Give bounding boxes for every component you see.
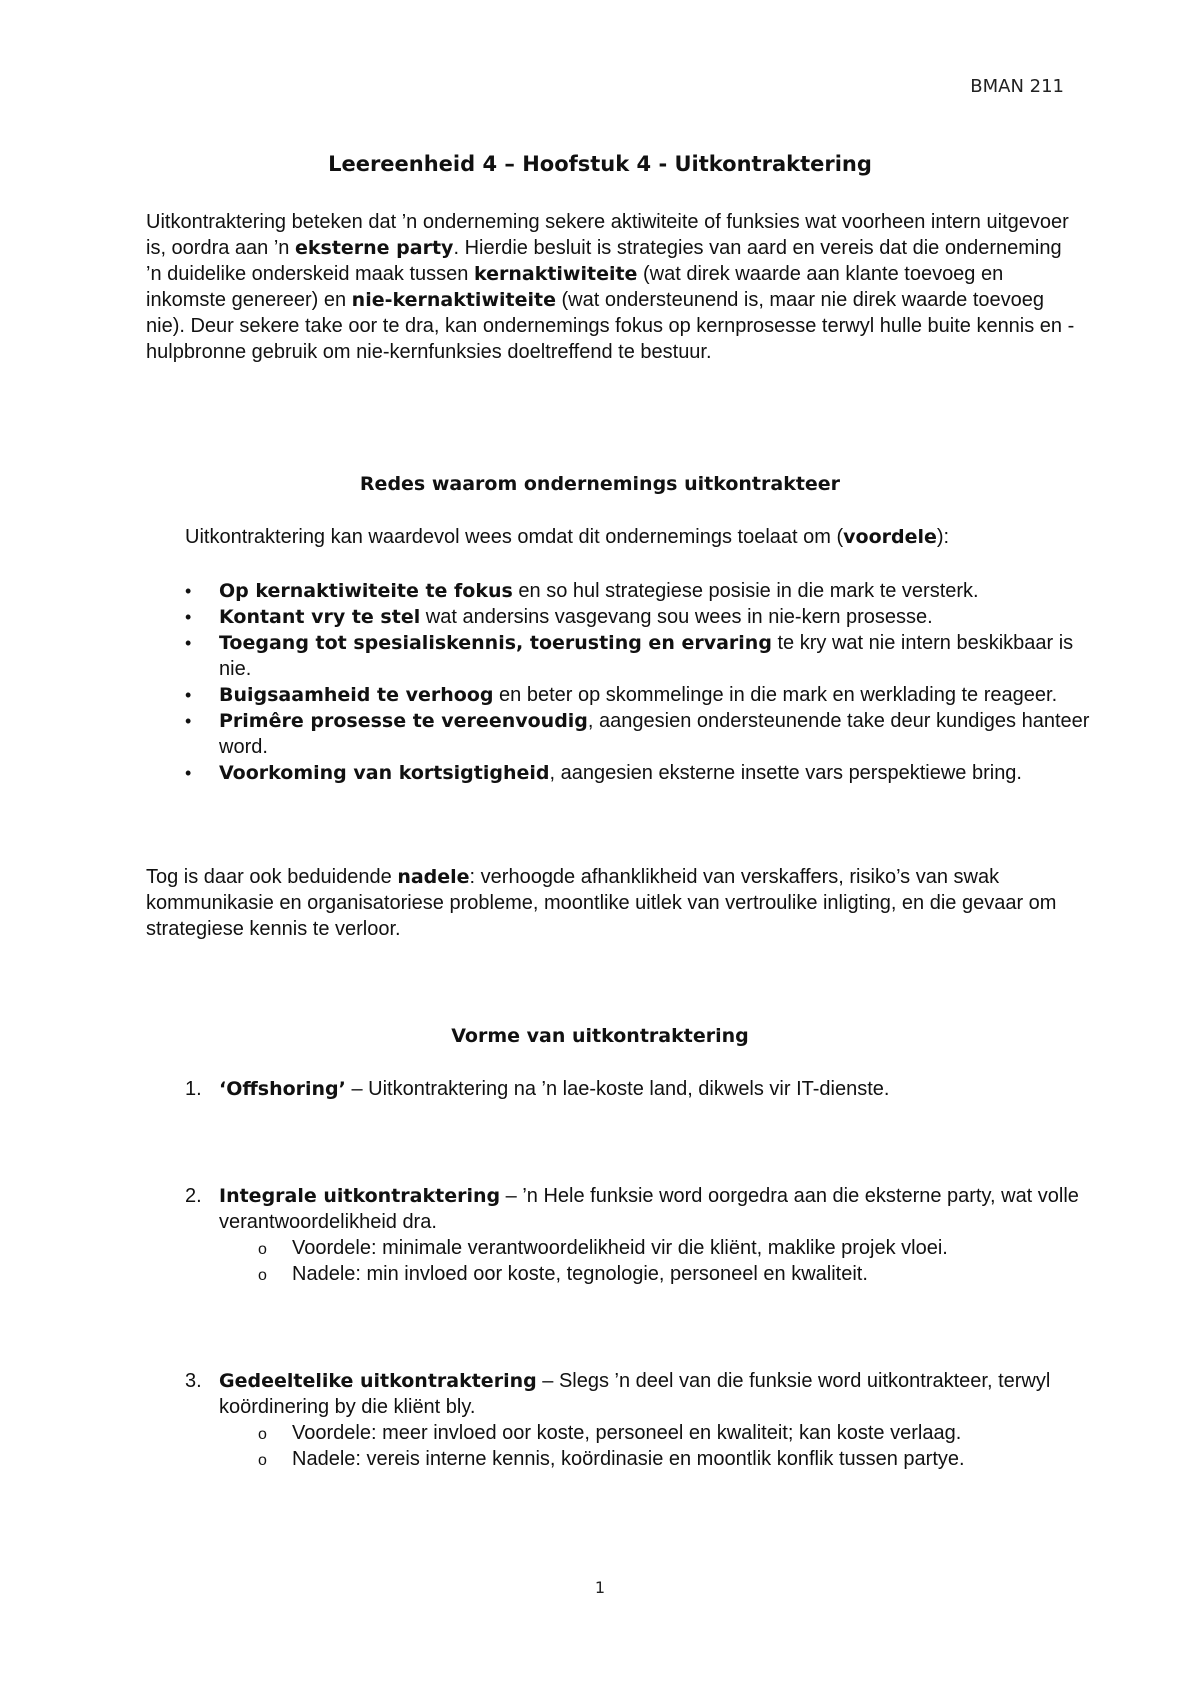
- bullet-bold: Kontant vry te stel: [219, 606, 421, 628]
- nadele-paragraph: [146, 864, 1076, 942]
- bullet-bold: Buigsaamheid te verhoog: [219, 684, 494, 706]
- intro-text-1: Uitkontraktering beteken dat ’n onderneming sekere aktiwiteite of funksies wat voorheen intern uitgevoer is, oordra aan ’n: [146, 211, 1069, 259]
- sub-text: Nadele: min invloed oor koste, tegnologie, personeel en kwaliteit.: [292, 1263, 868, 1285]
- sub-list: [258, 1235, 1090, 1287]
- bullet-text: , aangesien eksterne insette vars perspektiewe bring.: [549, 762, 1022, 784]
- intro-bold-1: eksterne party: [294, 237, 454, 259]
- sub-item: [258, 1420, 1090, 1446]
- reasons-heading: Redes waarom ondernemings uitkontrakteer: [359, 473, 841, 495]
- bullet-icon: •: [185, 763, 192, 783]
- sub-text: Voordele: meer invloed oor koste, personeel en kwaliteit; kan koste verlaag.: [292, 1422, 962, 1444]
- item-bold: Gedeeltelike uitkontraktering: [219, 1370, 537, 1392]
- circle-bullet-icon: o: [258, 1426, 267, 1443]
- bullet-icon: •: [185, 685, 192, 705]
- course-code: BMAN 211: [970, 76, 1064, 97]
- bullet-icon: •: [185, 607, 192, 627]
- intro-text-4: (wat ondersteunend is, maar nie direk waarde toevoeg nie). Deur sekere take oor te dra, kan ondernemings fokus op kernprosesse terwyl hulle buite kennis en -hulpbronne gebruik om nie-kernfunksies doeltreffend te bestuur.: [146, 289, 1075, 363]
- circle-bullet-icon: o: [258, 1452, 267, 1469]
- lead-bold: voordele: [843, 526, 937, 548]
- item-text: [219, 1183, 1090, 1235]
- numbered-item-gedeeltelike: [185, 1368, 1090, 1472]
- item-desc: – Uitkontraktering na ’n lae-koste land, dikwels vir IT-dienste.: [345, 1078, 890, 1100]
- bullet-item: [185, 708, 1090, 760]
- intro-bold-2: kernaktiwiteite: [473, 263, 638, 285]
- item-number: 3.: [185, 1370, 202, 1392]
- reasons-bullet-list: [185, 578, 1090, 786]
- item-desc: – ’n Hele funksie word oorgedra aan die eksterne party, wat volle verantwoordelikheid dra.: [219, 1185, 1079, 1233]
- item-text: [219, 1076, 1090, 1102]
- bullet-bold: Toegang tot spesialiskennis, toerusting en ervaring: [219, 632, 772, 654]
- intro-text-3: (wat direk waarde aan klante toevoeg en inkomste genereer) en: [146, 263, 1004, 311]
- item-bold: Integrale uitkontraktering: [219, 1185, 501, 1207]
- bullet-icon: •: [185, 633, 192, 653]
- sub-text: Voordele: minimale verantwoordelikheid vir die kliënt, maklike projek vloei.: [292, 1237, 948, 1259]
- page-number: 1: [594, 1578, 606, 1597]
- sub-item: [258, 1235, 1090, 1261]
- intro-text-2: . Hierdie besluit is strategies van aard en vereis dat die onderneming ’n duidelike onderskeid maak tussen: [146, 237, 1062, 285]
- item-text: [219, 1368, 1090, 1420]
- item-number: 1.: [185, 1078, 202, 1100]
- bullet-item: [185, 760, 1090, 786]
- bullet-text: te kry wat nie intern beskikbaar is nie.: [219, 632, 1074, 680]
- numbered-item-offshoring: [185, 1076, 1090, 1102]
- lead-end: ):: [936, 526, 950, 548]
- document-title: Leereenheid 4 – Hoofstuk 4 - Uitkontraktering: [328, 152, 872, 176]
- nadele-text-1: Tog is daar ook beduidende: [146, 866, 398, 888]
- lead-text: Uitkontraktering kan waardevol wees omdat dit ondernemings toelaat om (: [185, 526, 844, 548]
- bullet-item: [185, 604, 1090, 630]
- nadele-bold: nadele: [397, 866, 470, 888]
- sub-item: [258, 1261, 1090, 1287]
- item-desc: – Slegs ’n deel van die funksie word uitkontrakteer, terwyl koördinering by die kliënt bly.: [219, 1370, 1051, 1418]
- intro-paragraph: [146, 209, 1076, 365]
- circle-bullet-icon: o: [258, 1267, 267, 1284]
- nadele-text-2: : verhoogde afhanklikheid van verskaffers, risiko’s van swak kommunikasie en organisatoriese probleme, moontlike uitlek van vertroulike inligting, en die gevaar om strategiese kennis te verloor.: [146, 866, 1057, 940]
- bullet-text: en so hul strategiese posisie in die mark te versterk.: [512, 580, 979, 602]
- numbered-item-integrale: [185, 1183, 1090, 1287]
- item-bold: ‘Offshoring’: [219, 1078, 346, 1100]
- intro-bold-3: nie-kernaktiwiteite: [351, 289, 556, 311]
- bullet-text: , aangesien ondersteunende take deur kundiges hanteer word.: [219, 710, 1090, 758]
- bullet-text: wat andersins vasgevang sou wees in nie-kern prosesse.: [420, 606, 933, 628]
- bullet-icon: •: [185, 581, 192, 601]
- bullet-bold: Primêre prosesse te vereenvoudig: [219, 710, 588, 732]
- bullet-item: [185, 630, 1090, 682]
- bullet-item: [185, 578, 1090, 604]
- sub-text: Nadele: vereis interne kennis, koördinasie en moontlik konflik tussen partye.: [292, 1448, 965, 1470]
- forms-heading: Vorme van uitkontraktering: [451, 1025, 749, 1047]
- item-number: 2.: [185, 1185, 202, 1207]
- circle-bullet-icon: o: [258, 1241, 267, 1258]
- sub-list: [258, 1420, 1090, 1472]
- bullet-item: [185, 682, 1090, 708]
- bullet-bold: Voorkoming van kortsigtigheid: [219, 762, 550, 784]
- sub-item: [258, 1446, 1090, 1472]
- bullet-icon: •: [185, 711, 192, 731]
- reasons-lead: [185, 524, 1085, 550]
- bullet-text: en beter op skommelinge in die mark en werklading te reageer.: [493, 684, 1058, 706]
- bullet-bold: Op kernaktiwiteite te fokus: [219, 580, 513, 602]
